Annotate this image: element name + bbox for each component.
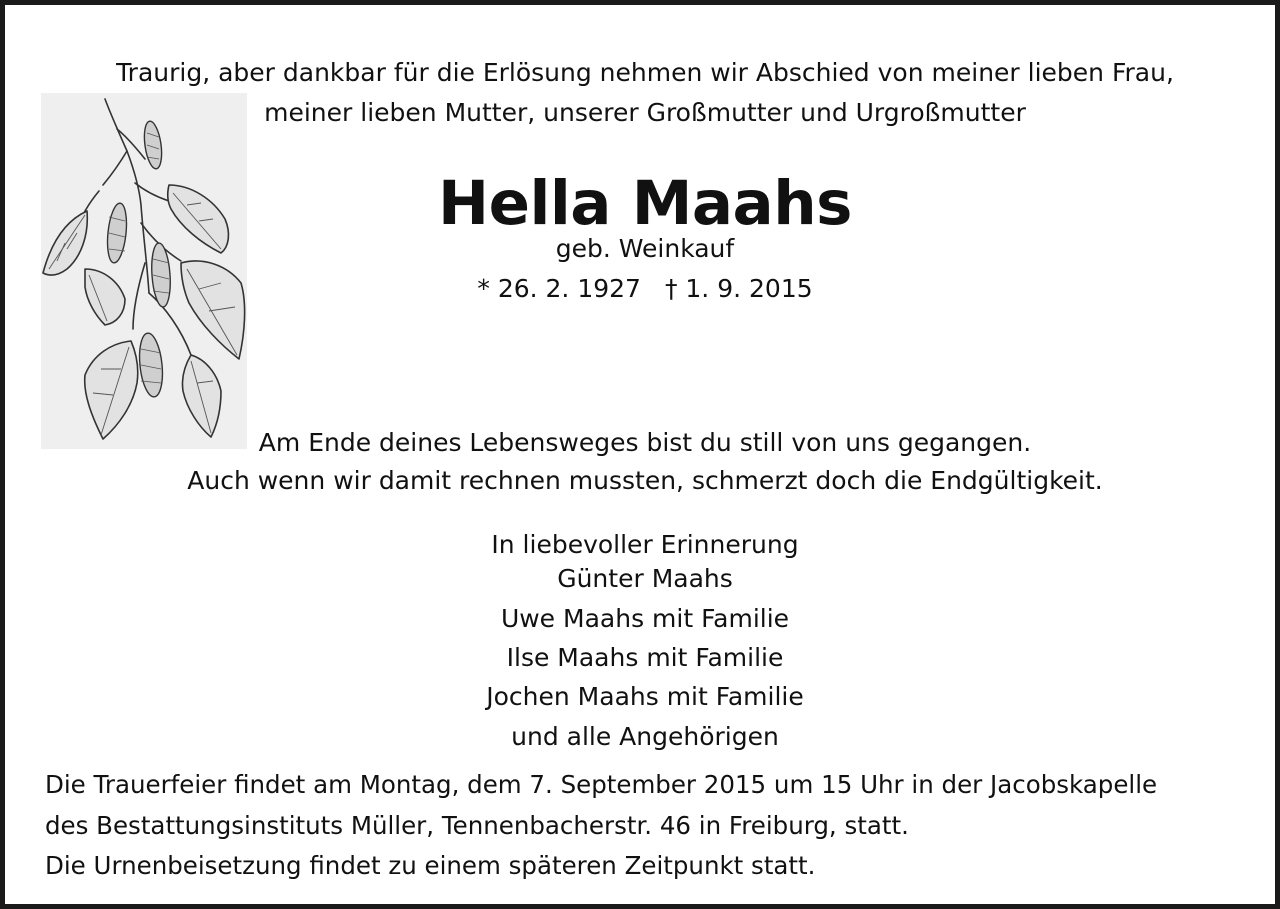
ceremony-line-3: Die Urnenbeisetzung findet zu einem späteren Zeitpunkt statt. (45, 851, 816, 880)
birth-symbol: * (477, 274, 490, 303)
verse-line-1: Am Ende deines Lebensweges bist du still von uns gegangen. (258, 428, 1032, 457)
death-date: 1. 9. 2015 (685, 274, 813, 303)
mourner-name: Jochen Maahs mit Familie (486, 682, 804, 711)
ceremony-line-2: des Bestattungsinstituts Müller, Tennenbacherstr. 46 in Freiburg, statt. (45, 811, 909, 840)
maiden-name: geb. Weinkauf (555, 234, 735, 263)
mourner-name: Ilse Maahs mit Familie (506, 643, 784, 672)
mourners-intro: In liebevoller Erinnerung (491, 530, 799, 559)
mourner-name: Uwe Maahs mit Familie (500, 604, 790, 633)
mourner-name: und alle Angehörigen (511, 722, 779, 751)
life-dates (5, 273, 1280, 305)
ceremony-line-1: Die Trauerfeier findet am Montag, dem 7. September 2015 um 15 Uhr in der Jacobskapelle (45, 770, 1158, 799)
death-cross-symbol: † (664, 274, 678, 303)
intro-line-2: meiner lieben Mutter, unserer Großmutter und Urgroßmutter (264, 98, 1026, 127)
verse-line-2: Auch wenn wir damit rechnen mussten, schmerzt doch die Endgültigkeit. (187, 466, 1103, 495)
birch-branch-icon (41, 93, 247, 449)
birth-date: 26. 2. 1927 (497, 274, 641, 303)
intro-line-1: Traurig, aber dankbar für die Erlösung nehmen wir Abschied von meiner lieben Frau, (116, 58, 1174, 87)
deceased-name: Hella Maahs (438, 168, 852, 239)
mourner-name: Günter Maahs (557, 564, 733, 593)
